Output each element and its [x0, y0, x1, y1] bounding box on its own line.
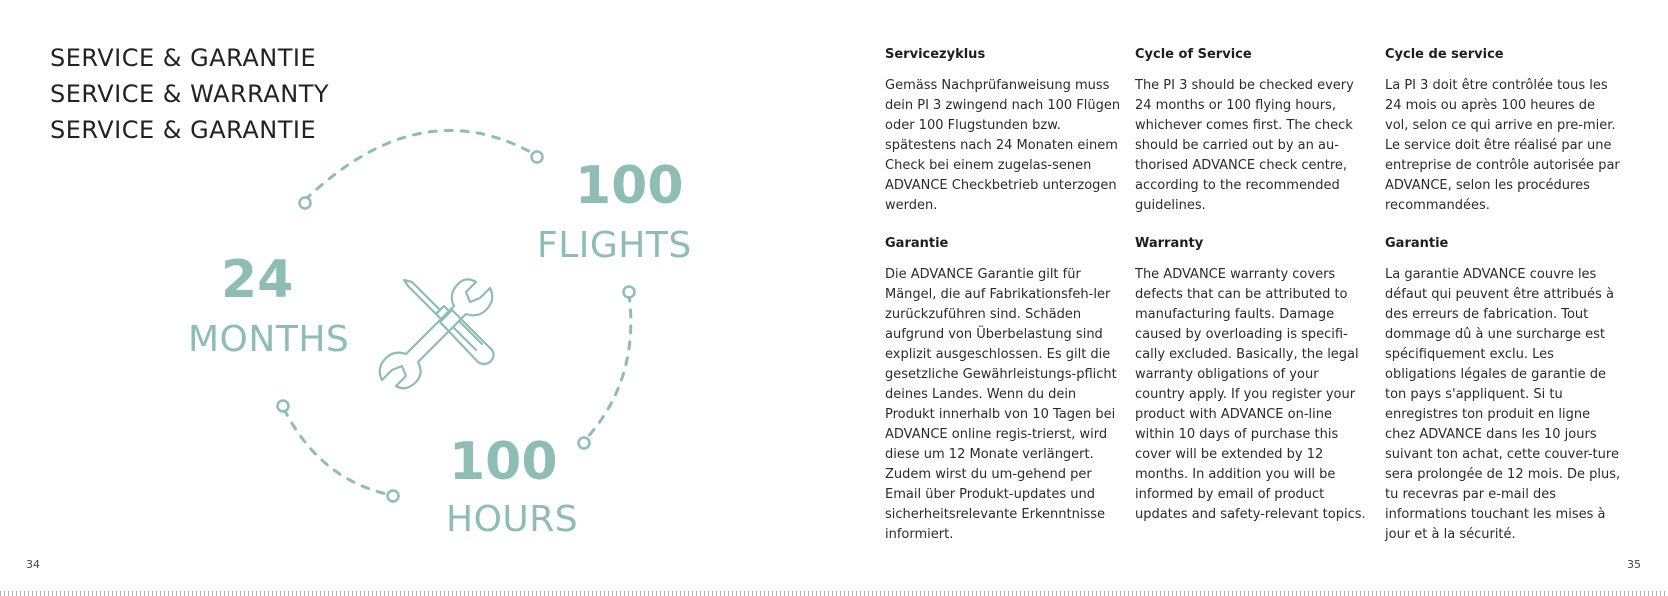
service-text: Gemäss Nachprüfanweisung muss dein PI 3 zwingend nach 100 Flügen oder 100 Flugstunden bzw. spätestens nach 24 Monaten einem Check bei einem zugelas-senen ADVANCE Checkbetrieb unterzogen werden. — [885, 78, 1121, 213]
service-heading: Cycle de service — [1385, 47, 1504, 62]
page-edge-rule — [0, 591, 1668, 596]
hours-number: 100 — [449, 432, 558, 492]
cycle-node-5 — [278, 401, 289, 412]
column-french — [1385, 46, 1621, 564]
column-german — [885, 46, 1121, 564]
hours-unit: HOURS — [446, 499, 579, 540]
warranty-heading: Garantie — [885, 236, 949, 251]
warranty-text: The ADVANCE warranty covers defects that can be attributed to manufacturing faults. Damage caused by overloading is specifi-cally excluded. Basically, the legal warranty obligations of your country apply. If you register your product with ADVANCE on-line within 10 days of purchase this cover will be extended by 12 months. In addition you will be informed by email of product updates and safety-relevant topics. — [1135, 267, 1366, 522]
title-en: SERVICE & WARRANTY — [50, 80, 330, 108]
column-english — [1135, 46, 1371, 544]
cycle-arc-bottom — [284, 409, 391, 495]
cycle-node-3 — [624, 287, 635, 298]
cycle-node-2 — [532, 152, 543, 163]
service-heading: Servicezyklus — [885, 47, 986, 62]
months-unit: MONTHS — [188, 319, 350, 360]
warranty-text: La garantie ADVANCE couvre les défaut qui peuvent être attribués à des erreurs de fabrication. Tout dommage dû à une surcharge est spécifiquement exclu. Les obligations légales de garantie de ton pays s'appliquent. Si tu enregistres ton produit en ligne chez ADVANCE dans les 10 jours suivant ton achat, cette couver-ture sera prolongée de 12 mois. De plus, tu recevras par e-mail des informations touchant les mises à jour et à la sécurité. — [1385, 267, 1621, 542]
flights-unit: FLIGHTS — [537, 225, 692, 266]
months-number: 24 — [221, 250, 294, 310]
page-number-right: 35 — [1627, 558, 1641, 571]
service-text: The PI 3 should be checked every 24 months or 100 flying hours, whichever comes first. The check should be carried out by an au-thorised ADVANCE check centre, according to the recommended guidelines. — [1135, 78, 1354, 213]
page-number-left: 34 — [26, 558, 40, 571]
title-fr: SERVICE & GARANTIE — [50, 116, 317, 144]
warranty-heading: Warranty — [1135, 236, 1204, 251]
warranty-text: Die ADVANCE Garantie gilt für Mängel, die auf Fabrikationsfeh-ler zurückzuführen sind. Schäden aufgrund von Überbelastung sind explizit ausgeschlossen. Es gilt die gesetzliche Gewährleistungs-pflicht deines Landes. Wenn du dein Produkt innerhalb von 10 Tagen bei ADVANCE online regis-trierst, wird diese um 12 Monate verlängert. Zudem wirst du um-gehend per Email über Produkt-updates und sicherheitsrelevante Erkenntnisse informiert. — [885, 267, 1117, 542]
cycle-arc-top — [305, 130, 534, 200]
cycle-arc-right — [585, 294, 631, 440]
wrench-screwdriver-icon — [380, 279, 494, 388]
title-de: SERVICE & GARANTIE — [50, 44, 317, 72]
flights-number: 100 — [575, 156, 684, 216]
warranty-heading: Garantie — [1385, 236, 1449, 251]
cycle-node-4 — [579, 438, 590, 449]
cycle-node-1 — [300, 198, 311, 209]
cycle-node-6 — [388, 491, 399, 502]
service-text: La PI 3 doit être contrôlée tous les 24 mois ou après 100 heures de vol, selon ce qui arrive en pre-mier. Le service doit être réalisé par une entreprise de contrôle autorisée par ADVANCE, selon les procédures recommandées. — [1385, 78, 1620, 213]
service-heading: Cycle of Service — [1135, 47, 1252, 62]
